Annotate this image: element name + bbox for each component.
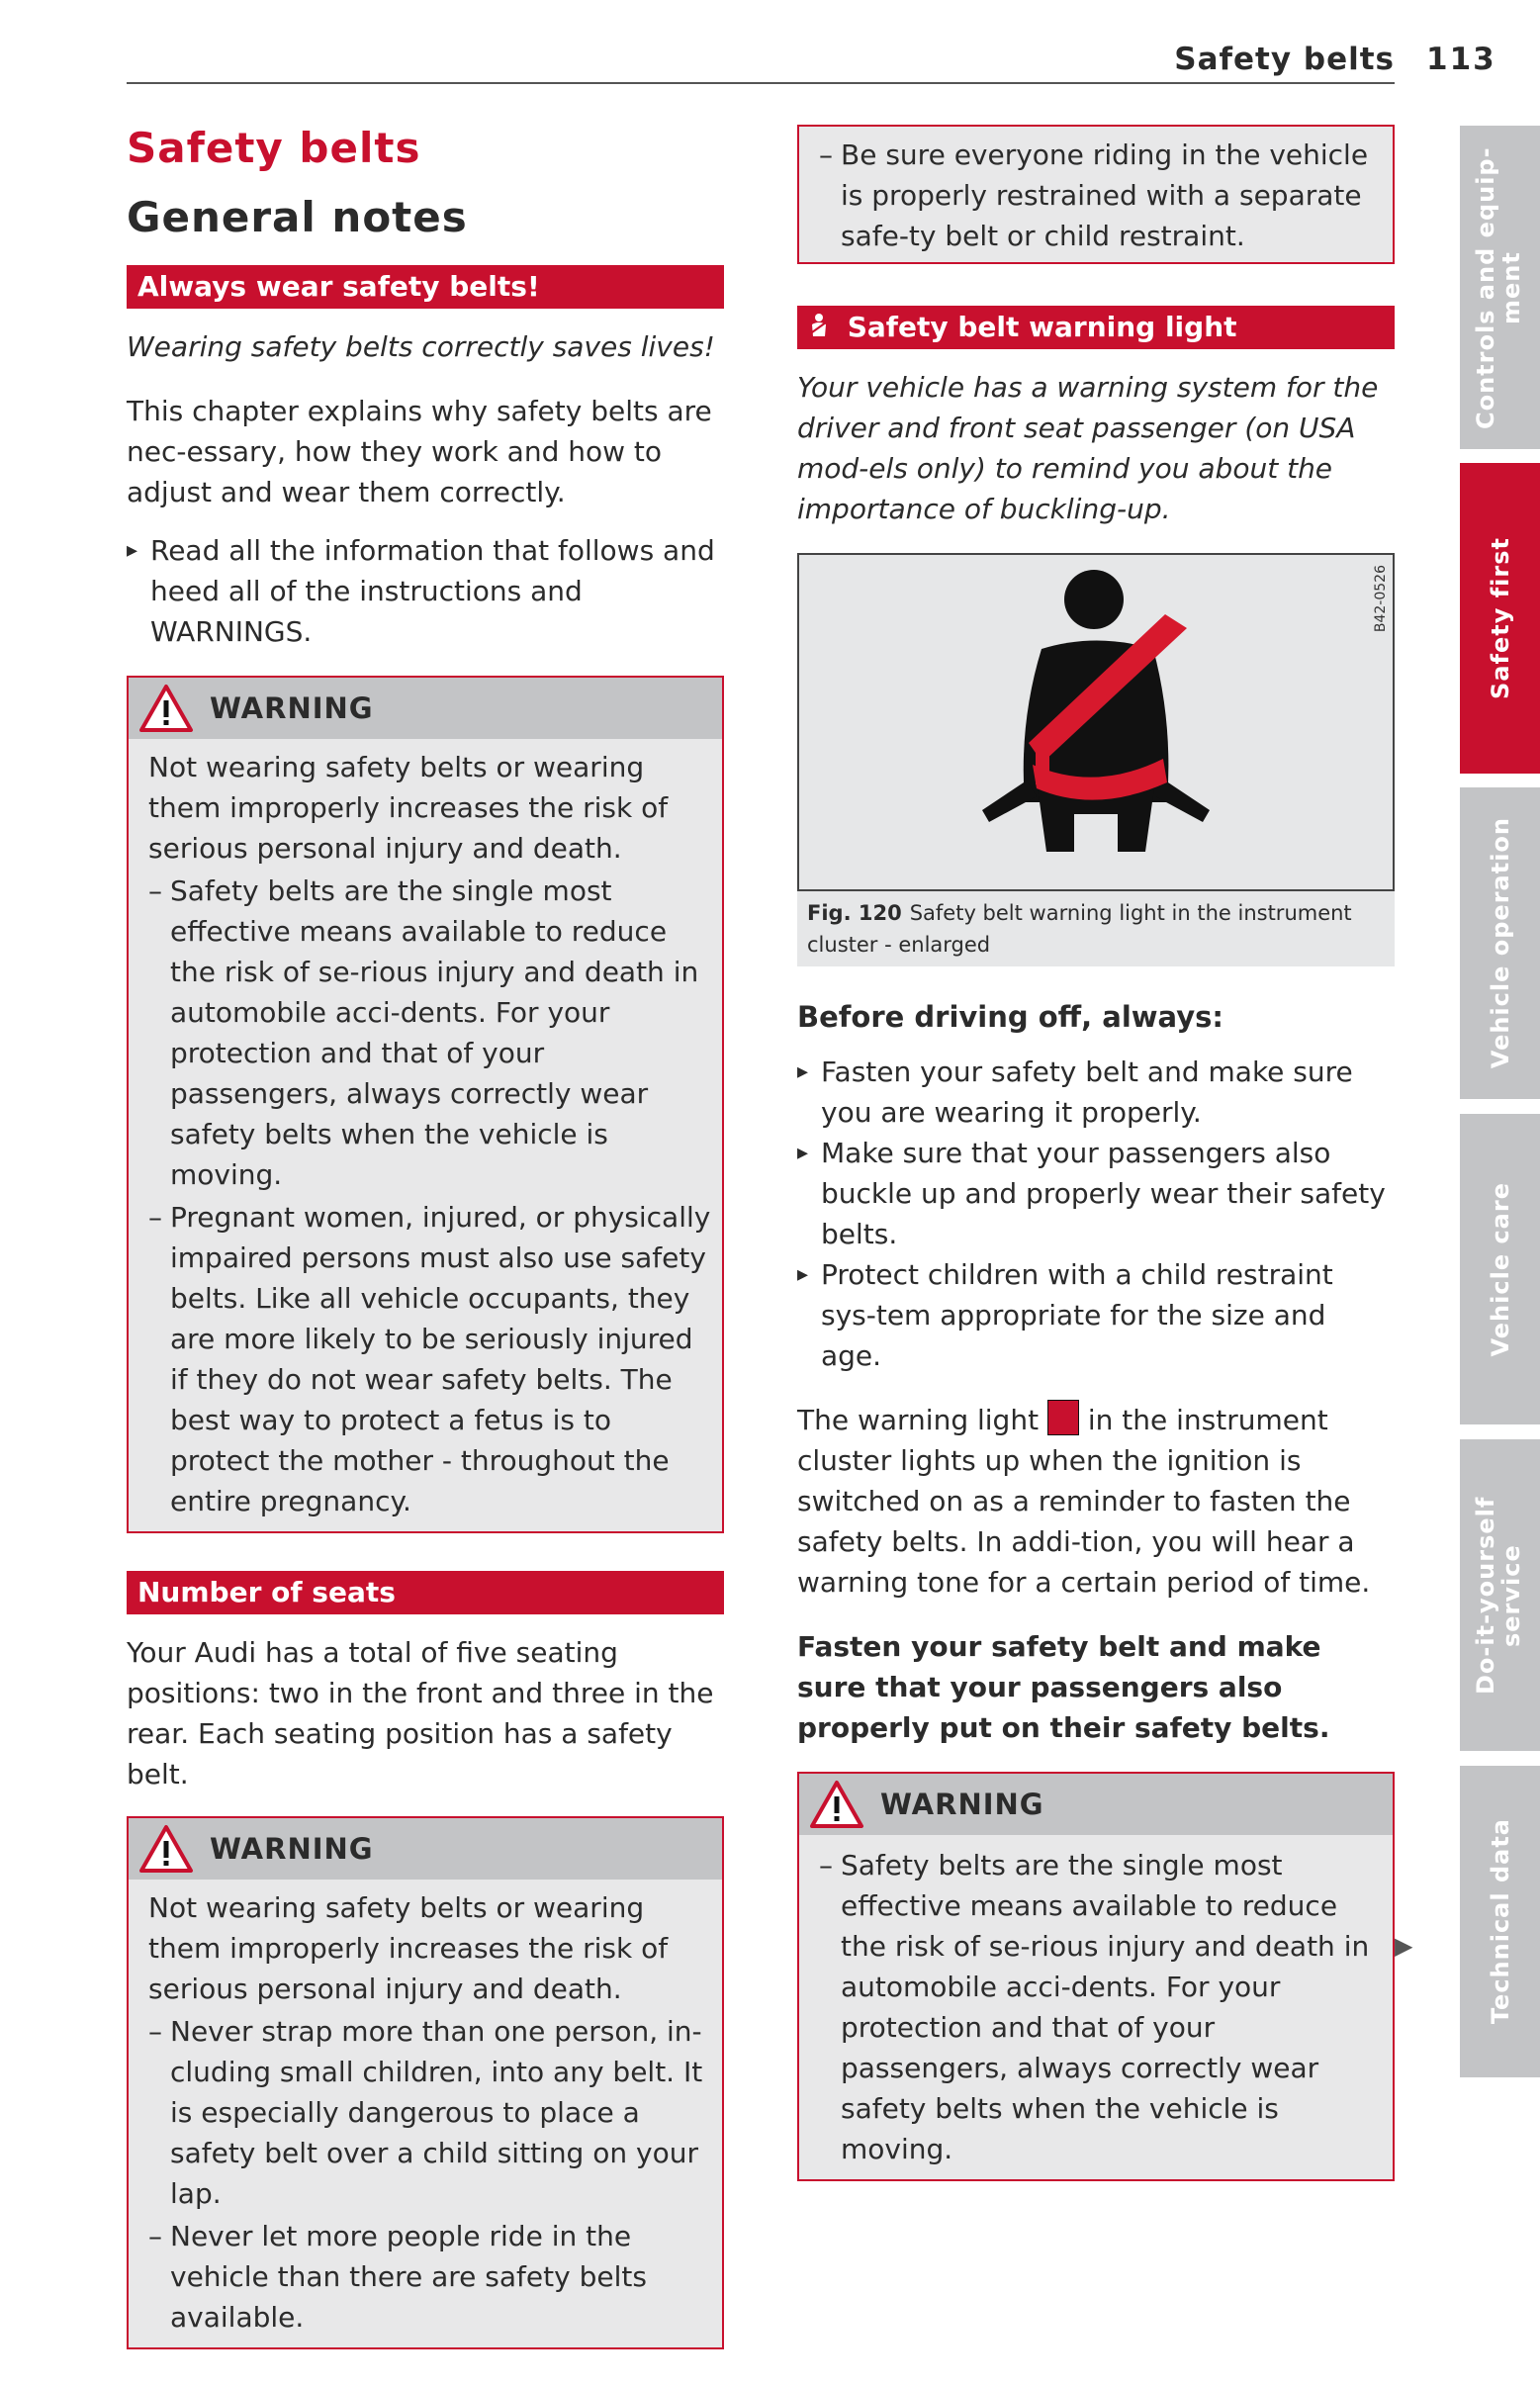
list-item: ▸ Read all the information that follows and heed all of the instructions and WARNINGS. <box>127 530 724 652</box>
side-tab-vehicle-care[interactable] <box>1460 1114 1540 1424</box>
warning-header <box>799 1774 1393 1835</box>
warning-item: – Never let more people ride in the vehicle than there are safety belts available. <box>148 2216 712 2338</box>
warning-body <box>799 1835 1393 2179</box>
figure-warning-light <box>797 553 1395 891</box>
warning-box <box>127 676 724 1533</box>
left-column <box>127 119 724 2387</box>
warning-item: – Safety belts are the single most effective means available to reduce the risk of se-rious injury and death in automobile acci-dents. For your protection and that of your passengers, always correctly wear safety belts when the vehicle is moving. <box>148 871 712 1195</box>
warning-box <box>127 1816 724 2349</box>
caption-text: Safety belt warning light in the instrument cluster - enlarged <box>807 901 1352 957</box>
subsection-title: General notes <box>127 193 468 241</box>
text-part: The warning light <box>797 1404 1040 1436</box>
list-item: ▸ Fasten your safety belt and make sure you are wearing it properly. <box>797 1052 1395 1133</box>
heading-bar-number-of-seats: Number of seats <box>127 1571 724 1614</box>
warning-title: WARNING <box>880 1788 1044 1821</box>
heading-bar-warning-light <box>797 306 1395 349</box>
fasten-belt-text: Fasten your safety belt and make sure that your passengers also properly put on their safety belts. <box>797 1630 1330 1744</box>
warning-box <box>797 1772 1395 2181</box>
warning-header <box>129 678 722 739</box>
side-tab-technical-data[interactable] <box>1460 1766 1540 2077</box>
warning-title: WARNING <box>210 1832 374 1866</box>
side-tab-label: Vehicle care <box>1486 1181 1514 1357</box>
page-number: 113 <box>1426 42 1496 77</box>
seats-text: Your Audi has a total of five seating positions: two in the front and three in the rear. Each seating position has a safety belt. <box>127 1636 714 1790</box>
seatbelt-icon <box>808 311 840 343</box>
warning-item: – Safety belts are the single most effective means available to reduce the risk of se-rious injury and death in automobile acci-dents. For your protection and that of your passengers, always correctly wear safety belts when the vehicle is moving. <box>819 1845 1383 2169</box>
header-rule <box>127 82 1395 84</box>
side-tab-safety-first[interactable] <box>1460 463 1540 774</box>
seatbelt-warning-light-illustration <box>799 555 1393 885</box>
warning-body <box>129 739 722 1531</box>
section-title: Safety belts <box>127 124 421 172</box>
warning-title: WARNING <box>210 691 374 725</box>
warning-triangle-icon <box>809 1780 864 1829</box>
side-tab-label: Do-it-yourself service <box>1471 1496 1525 1695</box>
before-driving-list <box>797 1052 1395 1376</box>
right-column <box>797 125 1395 2219</box>
side-tab-vehicle-operation[interactable] <box>1460 787 1540 1099</box>
warning-item: – Be sure everyone riding in the vehicle is properly restrained with a separate safe-ty belt or child restraint. <box>819 135 1383 256</box>
figure-caption <box>797 891 1395 966</box>
warning-body <box>129 1880 722 2347</box>
before-driving-heading: Before driving off, always: <box>797 1000 1223 1034</box>
side-tab-label: Safety first <box>1486 537 1514 699</box>
warning-light-text <box>797 1400 1395 1603</box>
warning-text: Not wearing safety belts or wearing them improperly increases the risk of serious personal injury and death. <box>148 1891 669 2005</box>
intro-text: This chapter explains why safety belts are nec-essary, how they work and how to adjust and wear them correctly. <box>127 395 712 508</box>
side-tab-controls[interactable] <box>1460 126 1540 449</box>
running-header: Safety belts <box>1174 42 1395 77</box>
lead-text: Your vehicle has a warning system for the driver and front seat passenger (on USA mod-els only) to remind you about the importance of buckling-up. <box>797 371 1379 525</box>
warning-triangle-icon <box>138 684 194 733</box>
list-item: ▸ Protect children with a child restraint sys-tem appropriate for the size and age. <box>797 1254 1395 1376</box>
warning-item: – Pregnant women, injured, or physically impaired persons must also use safety belts. Like all vehicle occupants, they are more likely to be seriously injured if they do not wear safety belts. The best way to protect a fetus is to protect the mother - throughout the entire pregnancy. <box>148 1197 712 1521</box>
warning-item: – Never strap more than one person, in-cluding small children, into any belt. It is especially dangerous to place a safety belt over a child sitting on your lap. <box>148 2011 712 2214</box>
warning-header <box>129 1818 722 1880</box>
continue-arrow-icon: ▶ <box>1395 1932 1413 1960</box>
instruction-list <box>127 530 724 652</box>
warning-triangle-icon <box>138 1824 194 1874</box>
figure-code: B42-0526 <box>1373 565 1389 633</box>
warning-text: Not wearing safety belts or wearing them improperly increases the risk of serious personal injury and death. <box>148 751 669 865</box>
side-tab-label: Vehicle operation <box>1486 817 1514 1069</box>
figure-number: Fig. 120 <box>807 901 902 925</box>
heading-bar-always-wear: Always wear safety belts! <box>127 265 724 309</box>
seatbelt-warning-light-icon <box>1047 1400 1079 1435</box>
warning-continuation-box <box>797 125 1395 264</box>
list-item: ▸ Make sure that your passengers also buckle up and properly wear their safety belts. <box>797 1133 1395 1254</box>
side-tab-label: Controls and equip-ment <box>1471 145 1525 429</box>
text-part: in the instrument cluster lights up when the ignition is switched on as a reminder to fasten the safety belts. In addi-tion, you will hear a warning tone for a certain period of time. <box>797 1404 1371 1599</box>
lead-text: Wearing safety belts correctly saves lives! <box>127 330 715 363</box>
heading-bar-label: Safety belt warning light <box>847 311 1237 343</box>
side-tab-label: Technical data <box>1486 1818 1514 2025</box>
side-tab-diy-service[interactable] <box>1460 1439 1540 1751</box>
